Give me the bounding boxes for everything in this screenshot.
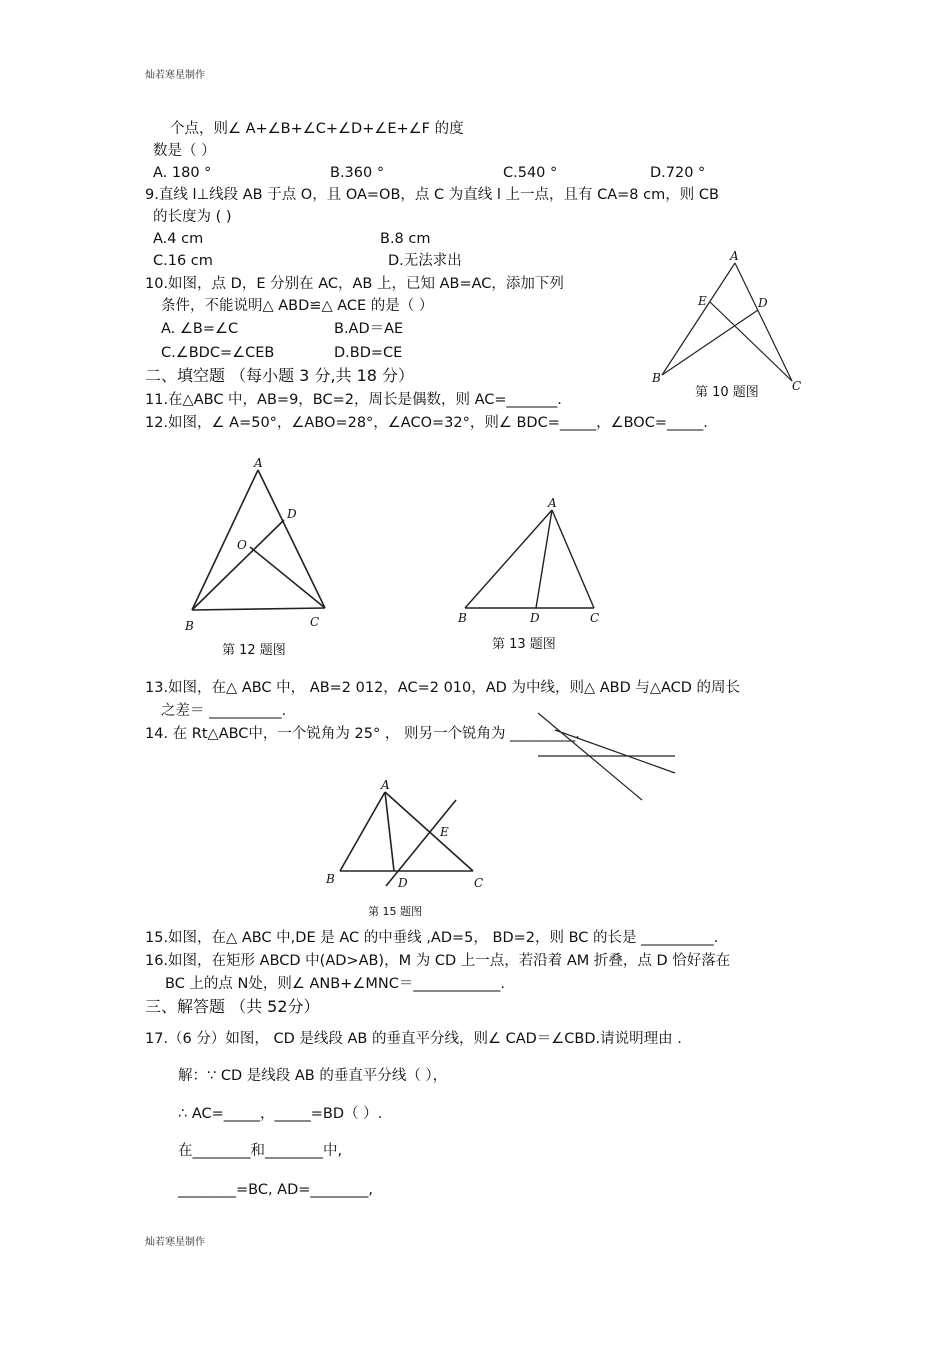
fig12-label-o: O (237, 538, 247, 552)
fig12-caption: 第 12 题图 (222, 643, 286, 658)
q8-option-d: D.720 ° (650, 165, 706, 181)
q8-option-c: C.540 ° (503, 165, 558, 181)
fig12-label-d: D (287, 507, 297, 521)
fig10-caption: 第 10 题图 (695, 385, 759, 400)
figure-12 (180, 450, 340, 665)
q9-option-b: B.8 cm (380, 231, 431, 247)
q16-line1: 16.如图，在矩形 ABCD 中(AD>AB)，M 为 CD 上一点，若沿着 AM 折叠，点 D 恰好落在 (145, 953, 731, 969)
q17-line1: 17.（6 分）如图， CD 是线段 AB 的垂直平分线，则∠ CAD＝∠CBD.请说明理由 . (145, 1031, 682, 1047)
q10-line1: 10.如图，点 D，E 分别在 AC，AB 上，已知 AB=AC，添加下列 (145, 276, 564, 292)
fig13-label-c: C (590, 611, 600, 625)
fig12-label-c: C (310, 615, 320, 629)
q10-line2: 条件，不能说明△ ABD≌△ ACE 的是（ ） (161, 298, 434, 314)
section-2-title: 二、填空题 （每小题 3 分,共 18 分） (145, 366, 415, 385)
figure-13 (450, 490, 620, 660)
fig10-label-d: D (758, 296, 768, 310)
crossing-lines-figure (530, 705, 680, 805)
q17-line2: 解：∵ CD 是线段 AB 的垂直平分线（ ）， (178, 1068, 448, 1084)
q9-option-c: C.16 cm (153, 253, 213, 269)
fig12-label-b: B (185, 619, 194, 633)
fig13-label-b: B (458, 611, 467, 625)
fig15-caption: 第 15 题图 (368, 905, 422, 918)
q11: 11.在△ABC 中，AB=9，BC=2，周长是偶数，则 AC=_______. (145, 392, 562, 408)
q9-line2: 的长度为 ( ) (153, 209, 232, 225)
q8-option-a: A. 180 ° (153, 165, 212, 181)
q8-option-b: B.360 ° (330, 165, 385, 181)
fig13-label-a: A (548, 496, 557, 510)
page-footer: 灿若寒星制作 (145, 1237, 205, 1248)
fig10-label-e: E (698, 294, 707, 308)
fig12-label-a: A (254, 456, 263, 470)
q16-line2: BC 上的点 N处，则∠ ANB+∠MNC＝____________. (165, 976, 505, 992)
q10-option-c: C.∠BDC=∠CEB (161, 345, 275, 361)
q9-option-a: A.4 cm (153, 231, 204, 247)
q15: 15.如图，在△ ABC 中,DE 是 AC 的中垂线 ,AD=5， BD=2，则 BC 的长是 __________. (145, 930, 719, 946)
fig10-label-c: C (792, 379, 802, 393)
figure-15 (320, 770, 500, 925)
q13-line1: 13.如图，在△ ABC 中， AB=2 012，AC=2 010，AD 为中线，则△ ABD 与△ACD 的周长 (145, 680, 741, 696)
q17-line5: ________=BC, AD=________, (178, 1182, 374, 1198)
q9-option-d: D.无法求出 (388, 253, 462, 269)
q17-line3: ∴ AC=_____，_____=BD（ ）. (178, 1106, 383, 1122)
q8-line1: 个点，则∠ A+∠B+∠C+∠D+∠E+∠F 的度 (170, 121, 464, 137)
q14: 14. 在 Rt△ABC中，一个锐角为 25° ， 则另一个锐角为 _________. (145, 726, 580, 742)
fig15-label-e: E (440, 825, 449, 839)
fig13-caption: 第 13 题图 (492, 637, 556, 652)
q10-option-a: A. ∠B=∠C (161, 321, 239, 337)
q10-option-b: B.AD＝AE (334, 321, 404, 337)
q8-line2: 数是（ ） (153, 143, 216, 159)
q17-line4: 在________和________中, (178, 1143, 343, 1159)
q13-line2: 之差＝ __________. (161, 703, 287, 719)
fig15-label-b: B (326, 872, 335, 886)
q9-line1: 9.直线 l⊥线段 AB 于点 O，且 OA=OB，点 C 为直线 l 上一点，且有 CA=8 cm，则 CB (145, 187, 719, 203)
q12: 12.如图，∠ A=50°，∠ABO=28°，∠ACO=32°，则∠ BDC=_____，∠BOC=_____. (145, 415, 708, 431)
fig10-label-b: B (652, 371, 661, 385)
section-3-title: 三、解答题 （共 52分） (145, 997, 320, 1016)
q10-option-d: D.BD=CE (334, 345, 403, 361)
fig10-label-a: A (730, 249, 739, 263)
fig15-label-c: C (474, 876, 484, 890)
fig15-label-a: A (381, 778, 390, 792)
fig15-label-d: D (398, 876, 408, 890)
page-header: 灿若寒星制作 (145, 70, 205, 81)
fig13-label-d: D (530, 611, 540, 625)
figure-10 (640, 245, 815, 405)
